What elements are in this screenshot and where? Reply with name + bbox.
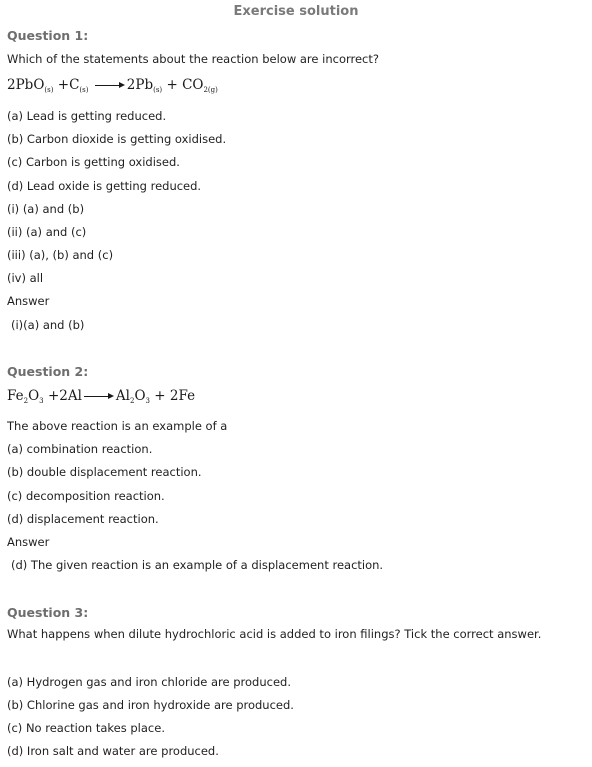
formula-plus: + [166,77,178,93]
formula-coef: 2 [7,77,16,93]
reaction-arrow-icon [95,81,125,91]
option-item: (b) Chlorine gas and iron hydroxide are produced. [7,698,294,712]
formula-state: (s) [153,86,163,94]
formula-plus: + [57,77,70,93]
formula-product: O [134,388,146,404]
question-1-heading: Question 1: [7,28,89,43]
option-item: (b) Carbon dioxide is getting oxidised. [7,132,227,146]
answer-label: Answer [7,294,50,308]
formula-subscript: 2 [129,397,135,405]
formula-reactant: C [69,77,80,93]
question-2-heading: Question 2: [7,364,89,379]
option-item: (c) decomposition reaction. [7,489,165,503]
formula-product: Al [115,388,130,404]
option-item: (a) combination reaction. [7,442,153,456]
formula-state: (s) [44,86,54,94]
option-item: (ii) (a) and (c) [7,225,87,239]
formula-state: (s) [79,86,89,94]
formula-product: 2Fe [169,388,196,404]
formula-subscript: 2(g) [203,86,218,94]
option-item: (iii) (a), (b) and (c) [7,248,114,262]
option-item: (b) double displacement reaction. [7,465,202,479]
formula-plus: + [154,388,166,404]
option-item: (iv) all [7,271,44,285]
formula-reactant: PbO [15,77,45,93]
formula-reactant: 2Al [59,388,82,404]
option-item: (d) displacement reaction. [7,512,159,526]
formula-subscript: 2 [23,397,29,405]
answer-text: (i)(a) and (b) [11,318,85,332]
answer-label: Answer [7,535,50,549]
answer-text: (d) The given reaction is an example of a displacement reaction. [11,558,384,572]
formula-plus: + [47,388,60,404]
reaction-arrow-icon [84,392,114,402]
formula-product: CO [182,77,204,93]
question-3-text: What happens when dilute hydrochloric acid is added to iron filings? Tick the correct answer. [7,627,542,641]
question-2-formula [7,388,195,405]
question-3-heading: Question 3: [7,605,89,620]
question-2-text: The above reaction is an example of a [7,419,228,433]
formula-subscript: 3 [39,397,44,405]
option-item: (d) Iron salt and water are produced. [7,744,219,758]
formula-product: Pb [135,77,154,93]
option-item: (d) Lead oxide is getting reduced. [7,179,202,193]
option-item: (a) Hydrogen gas and iron chloride are produced. [7,675,291,689]
option-item: (i) (a) and (b) [7,202,85,216]
formula-reactant: O [28,388,40,404]
question-1-text: Which of the statements about the reaction below are incorrect? [7,52,379,66]
formula-reactant: Fe [7,388,24,404]
formula-subscript: 3 [145,397,150,405]
option-item: (c) Carbon is getting oxidised. [7,155,180,169]
page-title: Exercise solution [233,4,359,19]
option-item: (a) Lead is getting reduced. [7,109,167,123]
question-1-formula [7,77,218,94]
option-item: (c) No reaction takes place. [7,721,165,735]
formula-coef: 2 [126,77,136,93]
